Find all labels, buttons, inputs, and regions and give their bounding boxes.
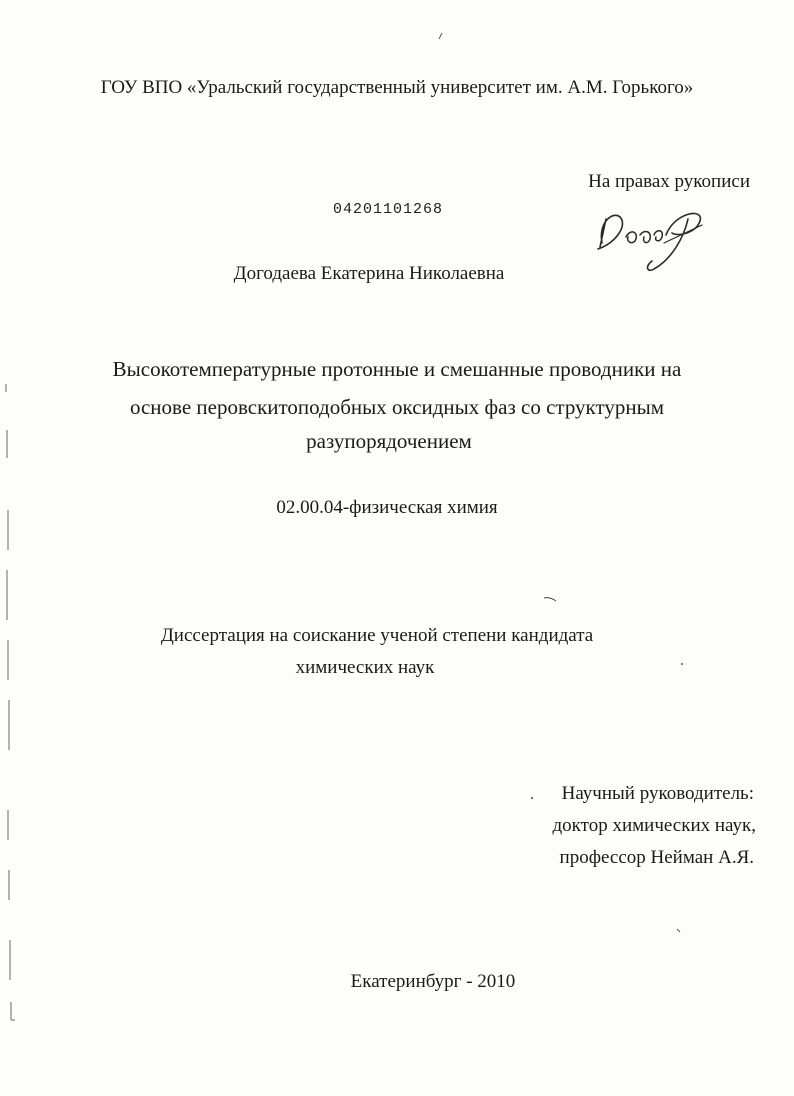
city-year: Екатеринбург - 2010 <box>350 971 516 992</box>
rights-note: На правах рукописи <box>588 171 750 192</box>
degree-line-1: Диссертация на соискание ученой степени кандидата <box>160 625 594 646</box>
scan-speck <box>530 796 534 800</box>
author-name: Догодаева Екатерина Николаевна <box>233 263 505 284</box>
registration-number: 04201101268 <box>333 201 444 218</box>
title-line-2: основе перовскитоподобных оксидных фаз со структурным <box>129 395 665 419</box>
scan-speck <box>680 662 684 666</box>
title-line-1: Высокотемпературные протонные и смешанные проводники на <box>112 357 682 381</box>
binding-margin-marks <box>0 380 20 1050</box>
institution-name: ГОУ ВПО «Уральский государственный университет им. А.М. Горького» <box>100 77 694 98</box>
scan-speck <box>676 928 681 933</box>
title-line-3: разупорядочением <box>306 429 472 453</box>
scan-speck <box>438 32 444 40</box>
supervisor-degree: доктор химических наук, <box>552 815 756 836</box>
scan-speck <box>543 596 557 602</box>
degree-line-2: химических наук <box>295 657 435 678</box>
specialty-code: 02.00.04-физическая химия <box>276 497 498 518</box>
supervisor-label: Научный руководитель: <box>561 783 754 804</box>
supervisor-name: профессор Нейман А.Я. <box>559 847 754 868</box>
